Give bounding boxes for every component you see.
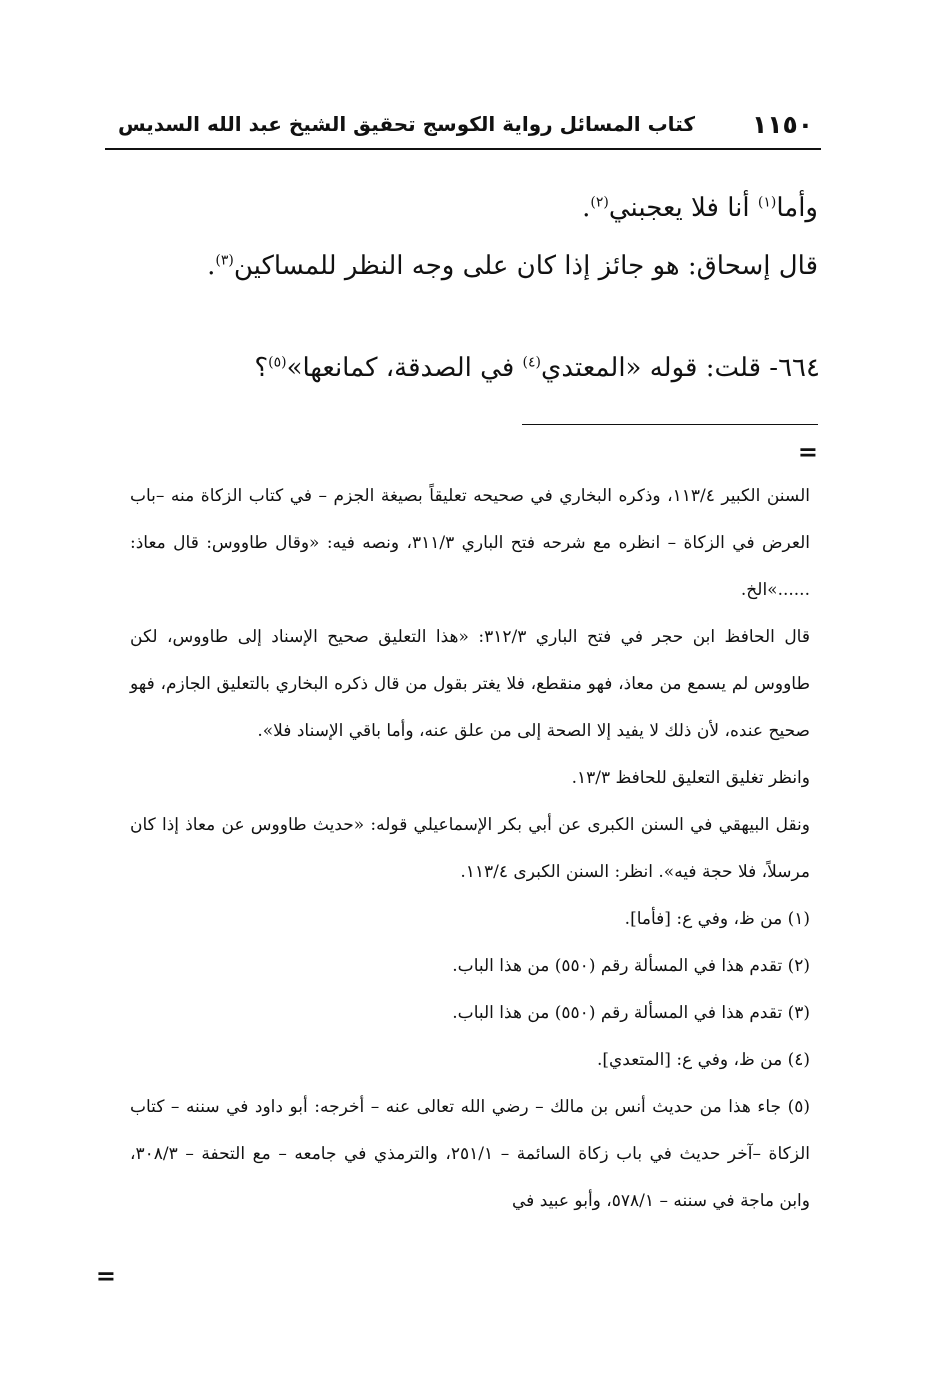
footnote-paragraph: السنن الكبير ١١٣/٤، وذكره البخاري في صحيحه تعليقاً بصيغة الجزم – في كتاب الزكاة منه –باب العرض في الزكاة – انظره مع شرحه فتح الباري ٣١١/٣، ونصه فيه: «وقال طاووس: قال معاذ: ......»الخ. [130,486,810,600]
footnote-paragraph: قال الحافظ ابن حجر في فتح الباري ٣١٢/٣: «هذا التعليق صحيح الإسناد إلى طاووس، لكن طاووس لم يسمع من معاذ، فهو منقطع، فلا يغتر بقول من قال ذكره البخاري بالتعليق الجازم، فهو صحيح عنده، لأن ذلك لا يفيد إلا الصحة إلى من علق عنه، وأما باقي الإسناد فلا». [130,627,810,741]
continuation-mark-bottom: = [95,1262,116,1290]
continuation-mark-top: = [797,438,818,466]
main-text-line-1: وأما$^{(١)}$ أنا فلا يعجبني$^{(٢)}$. [582,193,818,223]
page-number: ١١٥٠ [751,110,813,139]
footnote-1: (١) من ظ، وفي ع: [فأما]. [624,909,810,929]
page-header [105,104,821,150]
running-title: كتاب المسائل رواية الكوسج تحقيق الشيخ عبد الله السديس [117,112,695,136]
question-heading: ٦٦٤- قلت: قوله «المعتدي$^{(٤)}$ في الصدقة، كمانعها»$^{(٥)}$؟ [254,353,820,383]
footnote-5: (٥) جاء هذا من حديث أنس بن مالك – رضي الله تعالى عنه – أخرجه: أبو داود في سننه – كتاب الزكاة –آخر حديث في باب زكاة السائمة – ٢٥١/١، والترمذي في جامعه – مع التحفة – ٣٠٨/٣، وابن ماجة في سننه – ٥٧٨/١، وأبو عبيد في [130,1097,810,1211]
footnote-3: (٣) تقدم هذا في المسألة رقم (٥٥٠) من هذا الباب. [452,1003,810,1023]
footnote-4: (٤) من ظ، وفي ع: [المتعدي]. [596,1050,810,1070]
footnote-paragraph: ونقل البيهقي في السنن الكبرى عن أبي بكر الإسماعيلي قوله: «حديث طاووس عن معاذ إذا كان مرسلاً، فلا حجة فيه». انظر: السنن الكبرى ١١٣/٤. [130,815,810,882]
footnote-separator [522,424,818,425]
main-text-line-2: قال إسحاق: هو جائز إذا كان على وجه النظر للمساكين$^{(٣)}$. [207,251,818,281]
footnote-2: (٢) تقدم هذا في المسألة رقم (٥٥٠) من هذا الباب. [452,956,810,976]
footnote-ref-4: (٤) [522,354,541,371]
footnote-paragraph: وانظر تغليق التعليق للحافظ ١٣/٣. [571,768,810,788]
footnotes [130,473,810,1225]
footnote-ref-1: (١) [757,194,777,211]
footnote-ref-3: (٣) [215,252,234,269]
footnote-ref-5: (٥) [268,354,287,371]
footnote-ref-2: (٢) [590,194,609,211]
